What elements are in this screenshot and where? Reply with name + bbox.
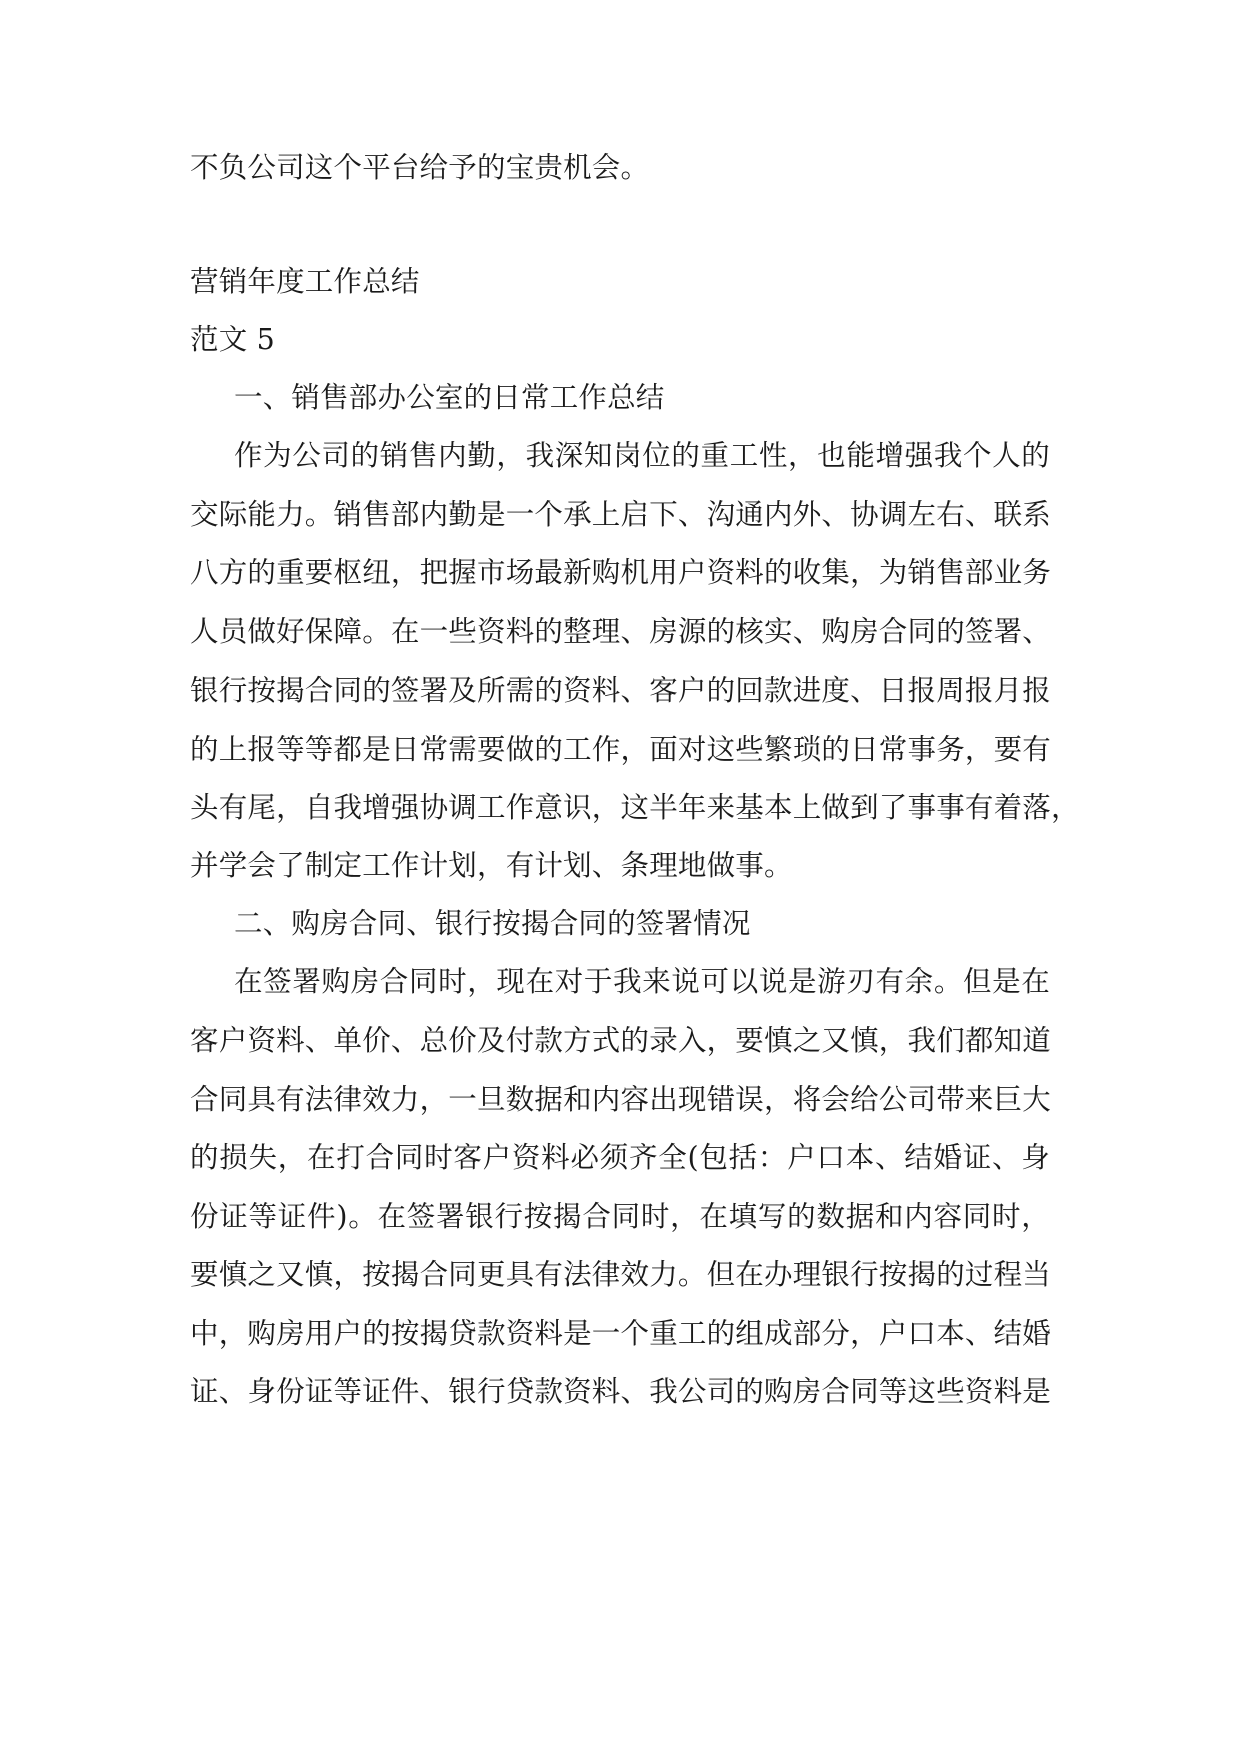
paragraph-line: 份证等证件)。在签署银行按揭合同时，在填写的数据和内容同时， [190,1200,1050,1233]
paragraph-line: 头有尾，自我增强协调工作意识，这半年来基本上做到了事事有着落， [190,791,1080,824]
paragraph-line: 作为公司的销售内勤，我深知岗位的重工性，也能增强我个人的 [234,439,1050,472]
paragraph-line: 人员做好保障。在一些资料的整理、房源的核实、购房合同的签署、 [190,615,1052,648]
paragraph-line: 交际能力。销售部内勤是一个承上启下、沟通内外、协调左右、联系 [190,498,1052,531]
paragraph-line: 银行按揭合同的签署及所需的资料、客户的回款进度、日报周报月报 [190,674,1052,707]
paragraph-line: 的损失，在打合同时客户资料必须齐全(包括：户口本、结婚证、身 [190,1141,1050,1174]
paragraph-line: 的上报等等都是日常需要做的工作，面对这些繁琐的日常事务，要有 [190,733,1052,766]
section-heading-2: 二、购房合同、银行按揭合同的签署情况 [234,907,751,940]
document-title-line2: 范文 5 [190,323,275,356]
paragraph-line: 要慎之又慎，按揭合同更具有法律效力。但在办理银行按揭的过程当 [190,1258,1052,1291]
section-heading-1: 一、销售部办公室的日常工作总结 [234,381,665,414]
document-title-line1: 营销年度工作总结 [190,265,420,298]
paragraph-line: 八方的重要枢纽，把握市场最新购机用户资料的收集，为销售部业务 [190,556,1052,589]
paragraph-line: 并学会了制定工作计划，有计划、条理地做事。 [190,849,793,882]
intro-line: 不负公司这个平台给予的宝贵机会。 [190,151,650,184]
paragraph-line: 客户资料、单价、总价及付款方式的录入，要慎之又慎，我们都知道 [190,1024,1052,1057]
paragraph-line: 证、身份证等证件、银行贷款资料、我公司的购房合同等这些资料是 [190,1375,1052,1408]
paragraph-line: 合同具有法律效力，一旦数据和内容出现错误，将会给公司带来巨大 [190,1083,1052,1116]
paragraph-line: 在签署购房合同时，现在对于我来说可以说是游刃有余。但是在 [234,965,1050,998]
paragraph-line: 中，购房用户的按揭贷款资料是一个重工的组成部分，户口本、结婚 [190,1317,1052,1350]
